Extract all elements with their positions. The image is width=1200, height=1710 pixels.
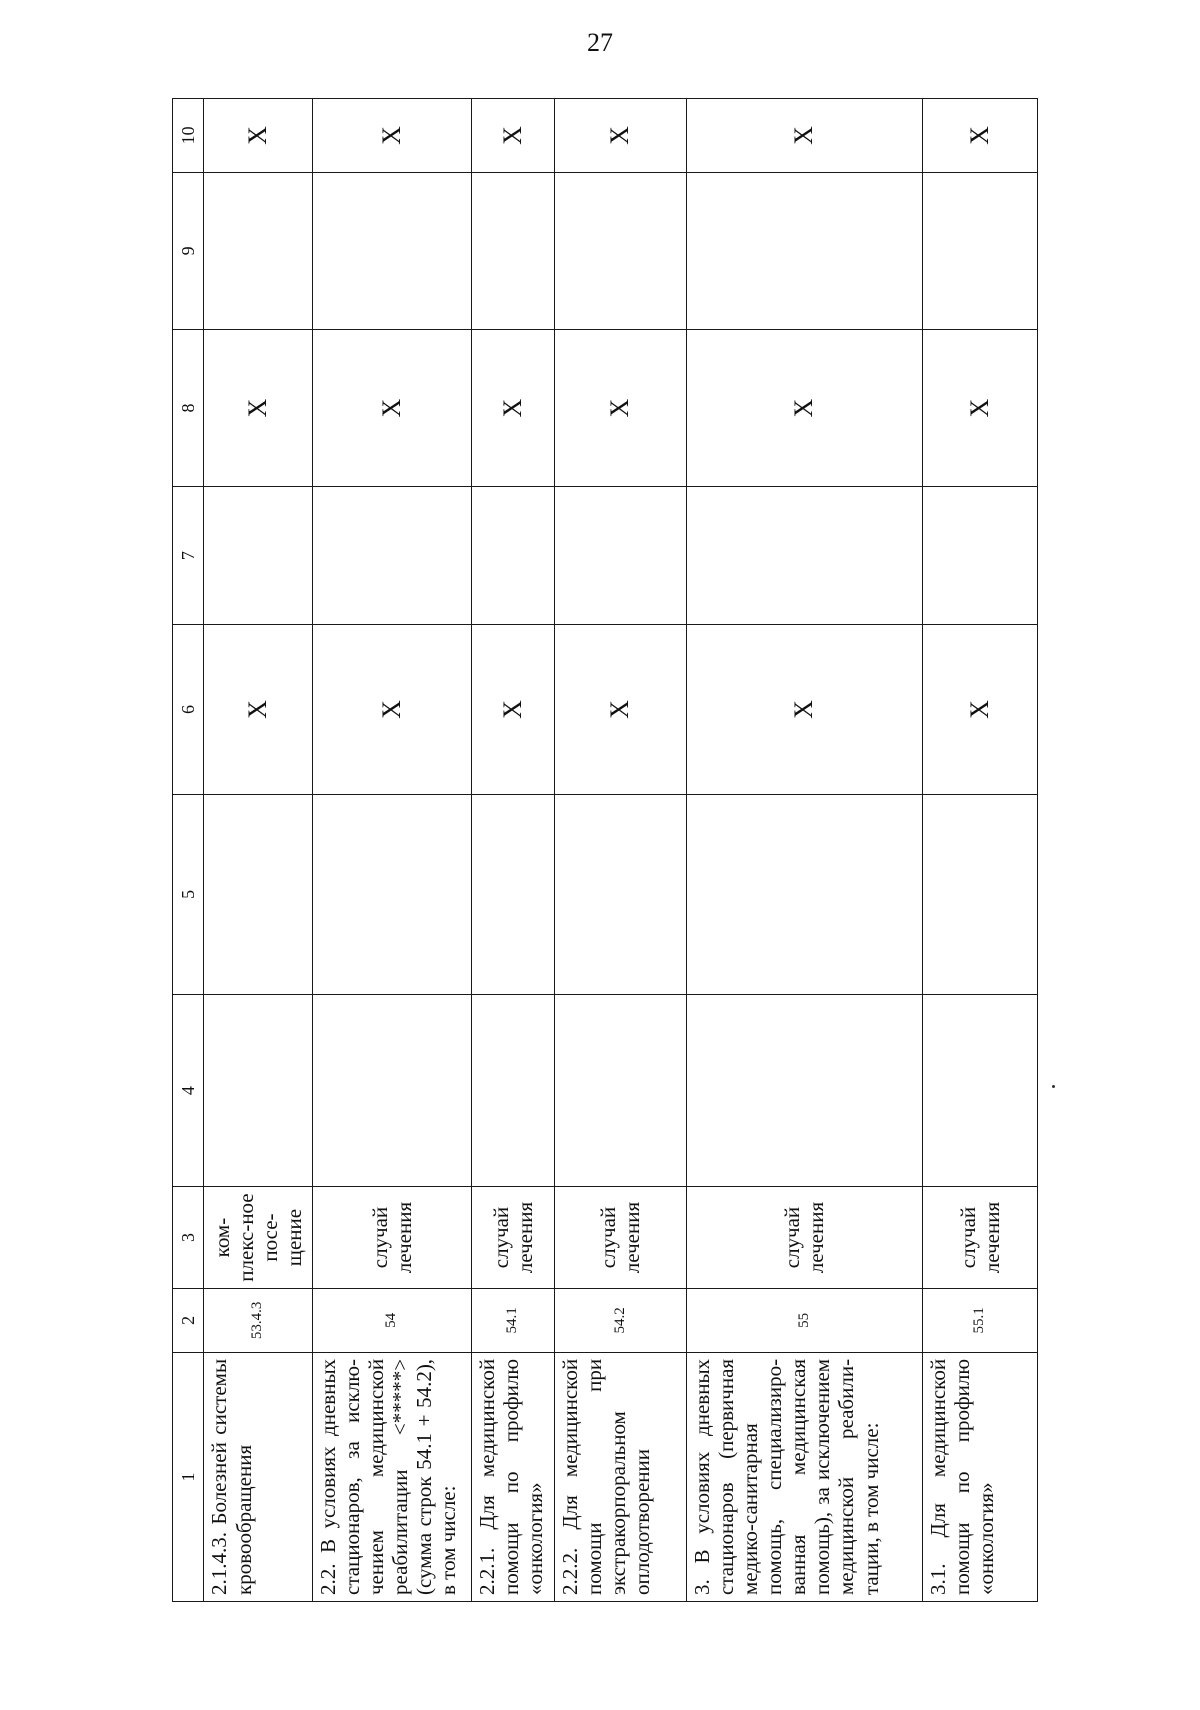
cell-col-8: X [471, 329, 554, 486]
cell-col-5 [204, 794, 312, 994]
column-header-7: 7 [173, 487, 204, 625]
cell-col-4 [922, 994, 1037, 1186]
cell-col-4 [312, 994, 471, 1186]
column-header-5: 5 [173, 794, 204, 994]
cell-col-5 [922, 794, 1037, 994]
row-unit: случай лечения [922, 1187, 1037, 1289]
column-header-6: 6 [173, 625, 204, 795]
table-row [922, 99, 1037, 1602]
cell-col-9 [554, 172, 686, 329]
cell-col-8: X [312, 329, 471, 486]
row-name: 2.2. В условиях дневных стационаров, за исклю-чением медицинской реабилитации <*****> (сумма строк 54.1 + 54.2), в том числе: [312, 1352, 471, 1601]
column-header-4: 4 [173, 994, 204, 1186]
cell-col-7 [312, 487, 471, 625]
cell-col-5 [312, 794, 471, 994]
page-number: 27 [587, 28, 613, 57]
row-code: 55 [686, 1288, 922, 1352]
column-header-2: 2 [173, 1288, 204, 1352]
cell-col-4 [471, 994, 554, 1186]
cell-col-8: X [204, 329, 312, 486]
row-unit: случай лечения [686, 1187, 922, 1289]
row-code: 53.4.3 [204, 1288, 312, 1352]
cell-col-10: X [471, 99, 554, 173]
table-row [554, 99, 686, 1602]
row-code: 54 [312, 1288, 471, 1352]
cell-col-9 [204, 172, 312, 329]
row-name: 3.1. Для медицинской помощи по профилю «онкология» [922, 1352, 1037, 1601]
cell-col-10: X [204, 99, 312, 173]
row-code: 55.1 [922, 1288, 1037, 1352]
column-header-10: 10 [173, 99, 204, 173]
column-header-3: 3 [173, 1187, 204, 1289]
row-unit: случай лечения [312, 1187, 471, 1289]
cell-col-7 [554, 487, 686, 625]
cell-col-10: X [922, 99, 1037, 173]
row-code: 54.1 [471, 1288, 554, 1352]
cell-col-7 [922, 487, 1037, 625]
rotated-table-container [172, 98, 1038, 1602]
cell-col-4 [554, 994, 686, 1186]
scan-speck [1052, 1085, 1055, 1088]
column-header-8: 8 [173, 329, 204, 486]
cell-col-10: X [554, 99, 686, 173]
row-name: 2.1.4.3. Болезней системы кровообращения [204, 1352, 312, 1601]
cell-col-9 [471, 172, 554, 329]
cell-col-9 [686, 172, 922, 329]
cell-col-9 [312, 172, 471, 329]
cell-col-8: X [686, 329, 922, 486]
cell-col-8: X [922, 329, 1037, 486]
cell-col-7 [204, 487, 312, 625]
row-unit: случай лечения [554, 1187, 686, 1289]
cell-col-5 [471, 794, 554, 994]
row-unit: ком-плекс-ное посе-щение [204, 1187, 312, 1289]
cell-col-9 [922, 172, 1037, 329]
table-row [686, 99, 922, 1602]
cell-col-6: X [471, 625, 554, 795]
row-code: 54.2 [554, 1288, 686, 1352]
cell-col-6: X [554, 625, 686, 795]
row-unit: случай лечения [471, 1187, 554, 1289]
cell-col-10: X [312, 99, 471, 173]
cell-col-6: X [312, 625, 471, 795]
table-row [204, 99, 312, 1602]
cell-col-4 [204, 994, 312, 1186]
cell-col-7 [471, 487, 554, 625]
table-row [471, 99, 554, 1602]
cell-col-6: X [686, 625, 922, 795]
row-name: 3. В условиях дневных стационаров (первичная медико-санитарная помощь, специализиро-ванная медицинская помощь), за исключением медицинской реабили-тации, в том числе: [686, 1352, 922, 1601]
data-table [172, 98, 1038, 1602]
column-header-1: 1 [173, 1352, 204, 1601]
column-header-9: 9 [173, 172, 204, 329]
cell-col-5 [686, 794, 922, 994]
cell-col-6: X [922, 625, 1037, 795]
cell-col-6: X [204, 625, 312, 795]
row-name: 2.2.2. Для медицинской помощи при экстракорпоральном оплодотворении [554, 1352, 686, 1601]
header-row [173, 99, 204, 1602]
row-name: 2.2.1. Для медицинской помощи по профилю «онкология» [471, 1352, 554, 1601]
cell-col-8: X [554, 329, 686, 486]
cell-col-5 [554, 794, 686, 994]
table-row [312, 99, 471, 1602]
cell-col-7 [686, 487, 922, 625]
cell-col-10: X [686, 99, 922, 173]
cell-col-4 [686, 994, 922, 1186]
